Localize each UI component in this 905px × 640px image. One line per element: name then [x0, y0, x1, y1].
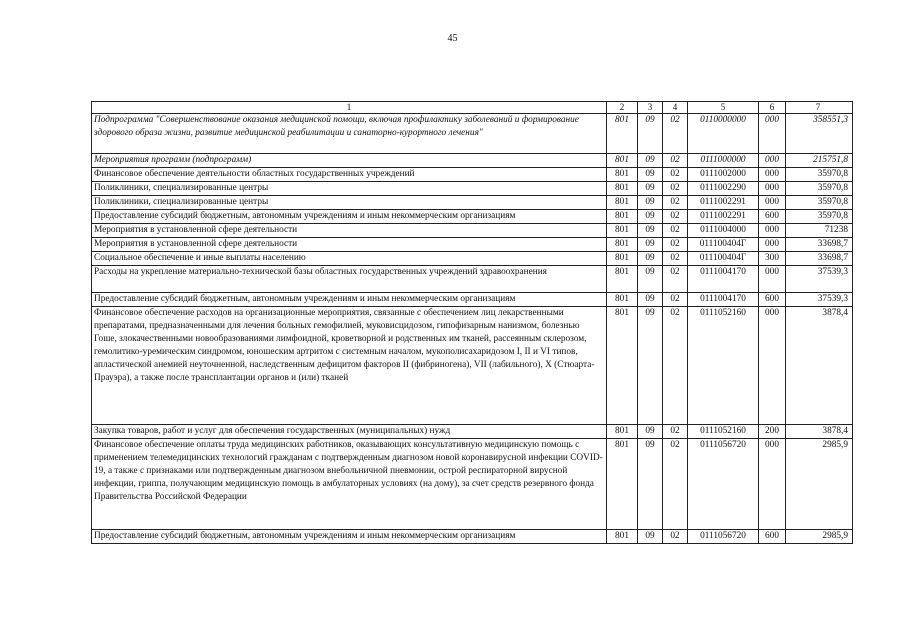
row-name: Закупка товаров, работ и услуг для обеспечения государственных (муниципальных) нужд	[92, 425, 607, 439]
table-row	[92, 238, 853, 252]
row-ved: 801	[607, 182, 638, 196]
row-vr: 000	[759, 196, 786, 210]
row-name: Социальное обеспечение и иные выплаты населению	[92, 252, 607, 266]
row-sum: 2985,9	[786, 530, 853, 544]
row-sum: 215751,8	[786, 154, 853, 168]
row-sum: 37539,3	[786, 266, 853, 293]
row-ved: 801	[607, 196, 638, 210]
row-csr: 0110000000	[688, 114, 759, 154]
row-sum: 35970,8	[786, 168, 853, 182]
row-vr: 000	[759, 168, 786, 182]
row-csr: 011100404Г	[688, 238, 759, 252]
table-header-row	[92, 102, 853, 114]
row-ved: 801	[607, 293, 638, 307]
table-row	[92, 425, 853, 439]
row-pr: 02	[663, 196, 688, 210]
row-ved: 801	[607, 224, 638, 238]
row-vr: 000	[759, 266, 786, 293]
row-sum: 35970,8	[786, 210, 853, 224]
table-row	[92, 307, 853, 425]
header-cell: 6	[759, 102, 786, 114]
row-vr: 000	[759, 224, 786, 238]
row-rz: 09	[638, 182, 663, 196]
row-name: Поликлиники, специализированные центры	[92, 196, 607, 210]
row-sum: 35970,8	[786, 182, 853, 196]
row-rz: 09	[638, 210, 663, 224]
row-name: Мероприятия в установленной сфере деятельности	[92, 238, 607, 252]
row-pr: 02	[663, 238, 688, 252]
row-csr: 0111056720	[688, 530, 759, 544]
row-csr: 0111004170	[688, 266, 759, 293]
row-vr: 000	[759, 307, 786, 425]
row-pr: 02	[663, 439, 688, 530]
table-row	[92, 252, 853, 266]
table-row	[92, 114, 853, 154]
row-pr: 02	[663, 114, 688, 154]
row-csr: 0111052160	[688, 425, 759, 439]
row-pr: 02	[663, 266, 688, 293]
row-csr: 011100404Г	[688, 252, 759, 266]
row-rz: 09	[638, 266, 663, 293]
table-row	[92, 154, 853, 168]
row-vr: 600	[759, 530, 786, 544]
row-vr: 600	[759, 210, 786, 224]
row-ved: 801	[607, 154, 638, 168]
row-name: Предоставление субсидий бюджетным, автономным учреждениям и иным некоммерческим организациям	[92, 210, 607, 224]
row-sum: 3878,4	[786, 307, 853, 425]
header-cell: 2	[607, 102, 638, 114]
row-ved: 801	[607, 252, 638, 266]
row-rz: 09	[638, 196, 663, 210]
row-rz: 09	[638, 530, 663, 544]
row-ved: 801	[607, 425, 638, 439]
row-sum: 3878,4	[786, 425, 853, 439]
row-rz: 09	[638, 307, 663, 425]
header-cell: 7	[786, 102, 853, 114]
row-sum: 33698,7	[786, 252, 853, 266]
row-pr: 02	[663, 154, 688, 168]
header-cell: 1	[92, 102, 607, 114]
row-rz: 09	[638, 425, 663, 439]
table-row	[92, 168, 853, 182]
row-name: Предоставление субсидий бюджетным, автономным учреждениям и иным некоммерческим организациям	[92, 293, 607, 307]
row-name: Финансовое обеспечение расходов на организационные мероприятия, связанные с обеспечением лиц лекарственными препаратами, предназначенными для лечения больных гемофилией, муковисцидозом, гипофизарным нанизмом, болезнью Гоше, злокачественными новообразованиями лимфоидной, кроветворной и родственных им тканей, рассеянным склерозом, гемолитико-уремическим синдромом, юношеским артритом с системным началом, мукополисахаридозом I, II и VI типов, апластической анемией неуточненной, наследственным дефицитом факторов II (фибриногена), VII (лабильного), X (Стюарта-Прауэра), а также после трансплантации органов и (или) тканей	[92, 307, 607, 425]
row-ved: 801	[607, 168, 638, 182]
row-sum: 358551,3	[786, 114, 853, 154]
row-csr: 0111004170	[688, 293, 759, 307]
page-number: 45	[447, 33, 458, 44]
row-sum: 71238	[786, 224, 853, 238]
row-rz: 09	[638, 168, 663, 182]
row-rz: 09	[638, 154, 663, 168]
row-sum: 37539,3	[786, 293, 853, 307]
row-ved: 801	[607, 266, 638, 293]
table-row	[92, 293, 853, 307]
row-csr: 0111004000	[688, 224, 759, 238]
row-name: Финансовое обеспечение деятельности областных государственных учреждений	[92, 168, 607, 182]
table-row	[92, 266, 853, 293]
table-row	[92, 439, 853, 530]
row-vr: 000	[759, 238, 786, 252]
row-pr: 02	[663, 307, 688, 425]
row-ved: 801	[607, 530, 638, 544]
row-rz: 09	[638, 439, 663, 530]
row-csr: 0111052160	[688, 307, 759, 425]
row-vr: 000	[759, 182, 786, 196]
table-row	[92, 182, 853, 196]
row-csr: 0111056720	[688, 439, 759, 530]
row-vr: 600	[759, 293, 786, 307]
row-sum: 35970,8	[786, 196, 853, 210]
row-vr: 000	[759, 114, 786, 154]
row-ved: 801	[607, 238, 638, 252]
row-csr: 0111002291	[688, 196, 759, 210]
row-csr: 0111002290	[688, 182, 759, 196]
row-pr: 02	[663, 293, 688, 307]
row-rz: 09	[638, 238, 663, 252]
budget-table	[91, 101, 853, 544]
row-name: Расходы на укрепление материально-технической базы областных государственных учреждений здравоохранения	[92, 266, 607, 293]
row-vr: 000	[759, 439, 786, 530]
row-name: Финансовое обеспечение оплаты труда медицинских работников, оказывающих консультативную медицинскую помощь с применением телемедицинских технологий гражданам с подтвержденным диагнозом новой коронавирусной инфекции COVID-19, а также с признаками или подтвержденным диагнозом внебольничной пневмонии, острой респираторной вирусной инфекции, гриппа, получающим медицинскую помощь в амбулаторных условиях (на дому), за счет средств резервного фонда Правительства Российской Федерации	[92, 439, 607, 530]
row-csr: 0111002000	[688, 168, 759, 182]
row-ved: 801	[607, 307, 638, 425]
row-ved: 801	[607, 114, 638, 154]
row-vr: 000	[759, 154, 786, 168]
row-pr: 02	[663, 210, 688, 224]
row-rz: 09	[638, 252, 663, 266]
header-cell: 5	[688, 102, 759, 114]
table-row	[92, 210, 853, 224]
table-row	[92, 224, 853, 238]
row-ved: 801	[607, 210, 638, 224]
row-pr: 02	[663, 530, 688, 544]
row-rz: 09	[638, 114, 663, 154]
row-vr: 200	[759, 425, 786, 439]
row-csr: 0111002291	[688, 210, 759, 224]
row-name: Подпрограмма "Совершенствование оказания медицинской помощи, включая профилактику заболеваний и формирование здорового образа жизни, развитие медицинской реабилитации и санаторно-курортного лечения"	[92, 114, 607, 154]
row-rz: 09	[638, 293, 663, 307]
row-pr: 02	[663, 224, 688, 238]
header-cell: 4	[663, 102, 688, 114]
row-name: Мероприятия программ (подпрограмм)	[92, 154, 607, 168]
header-cell: 3	[638, 102, 663, 114]
row-pr: 02	[663, 182, 688, 196]
row-name: Предоставление субсидий бюджетным, автономным учреждениям и иным некоммерческим организациям	[92, 530, 607, 544]
table-row	[92, 530, 853, 544]
row-pr: 02	[663, 252, 688, 266]
row-vr: 300	[759, 252, 786, 266]
row-pr: 02	[663, 425, 688, 439]
row-sum: 2985,9	[786, 439, 853, 530]
table-row	[92, 196, 853, 210]
row-csr: 0111000000	[688, 154, 759, 168]
row-pr: 02	[663, 168, 688, 182]
row-name: Мероприятия в установленной сфере деятельности	[92, 224, 607, 238]
row-sum: 33698,7	[786, 238, 853, 252]
row-name: Поликлиники, специализированные центры	[92, 182, 607, 196]
row-rz: 09	[638, 224, 663, 238]
row-ved: 801	[607, 439, 638, 530]
